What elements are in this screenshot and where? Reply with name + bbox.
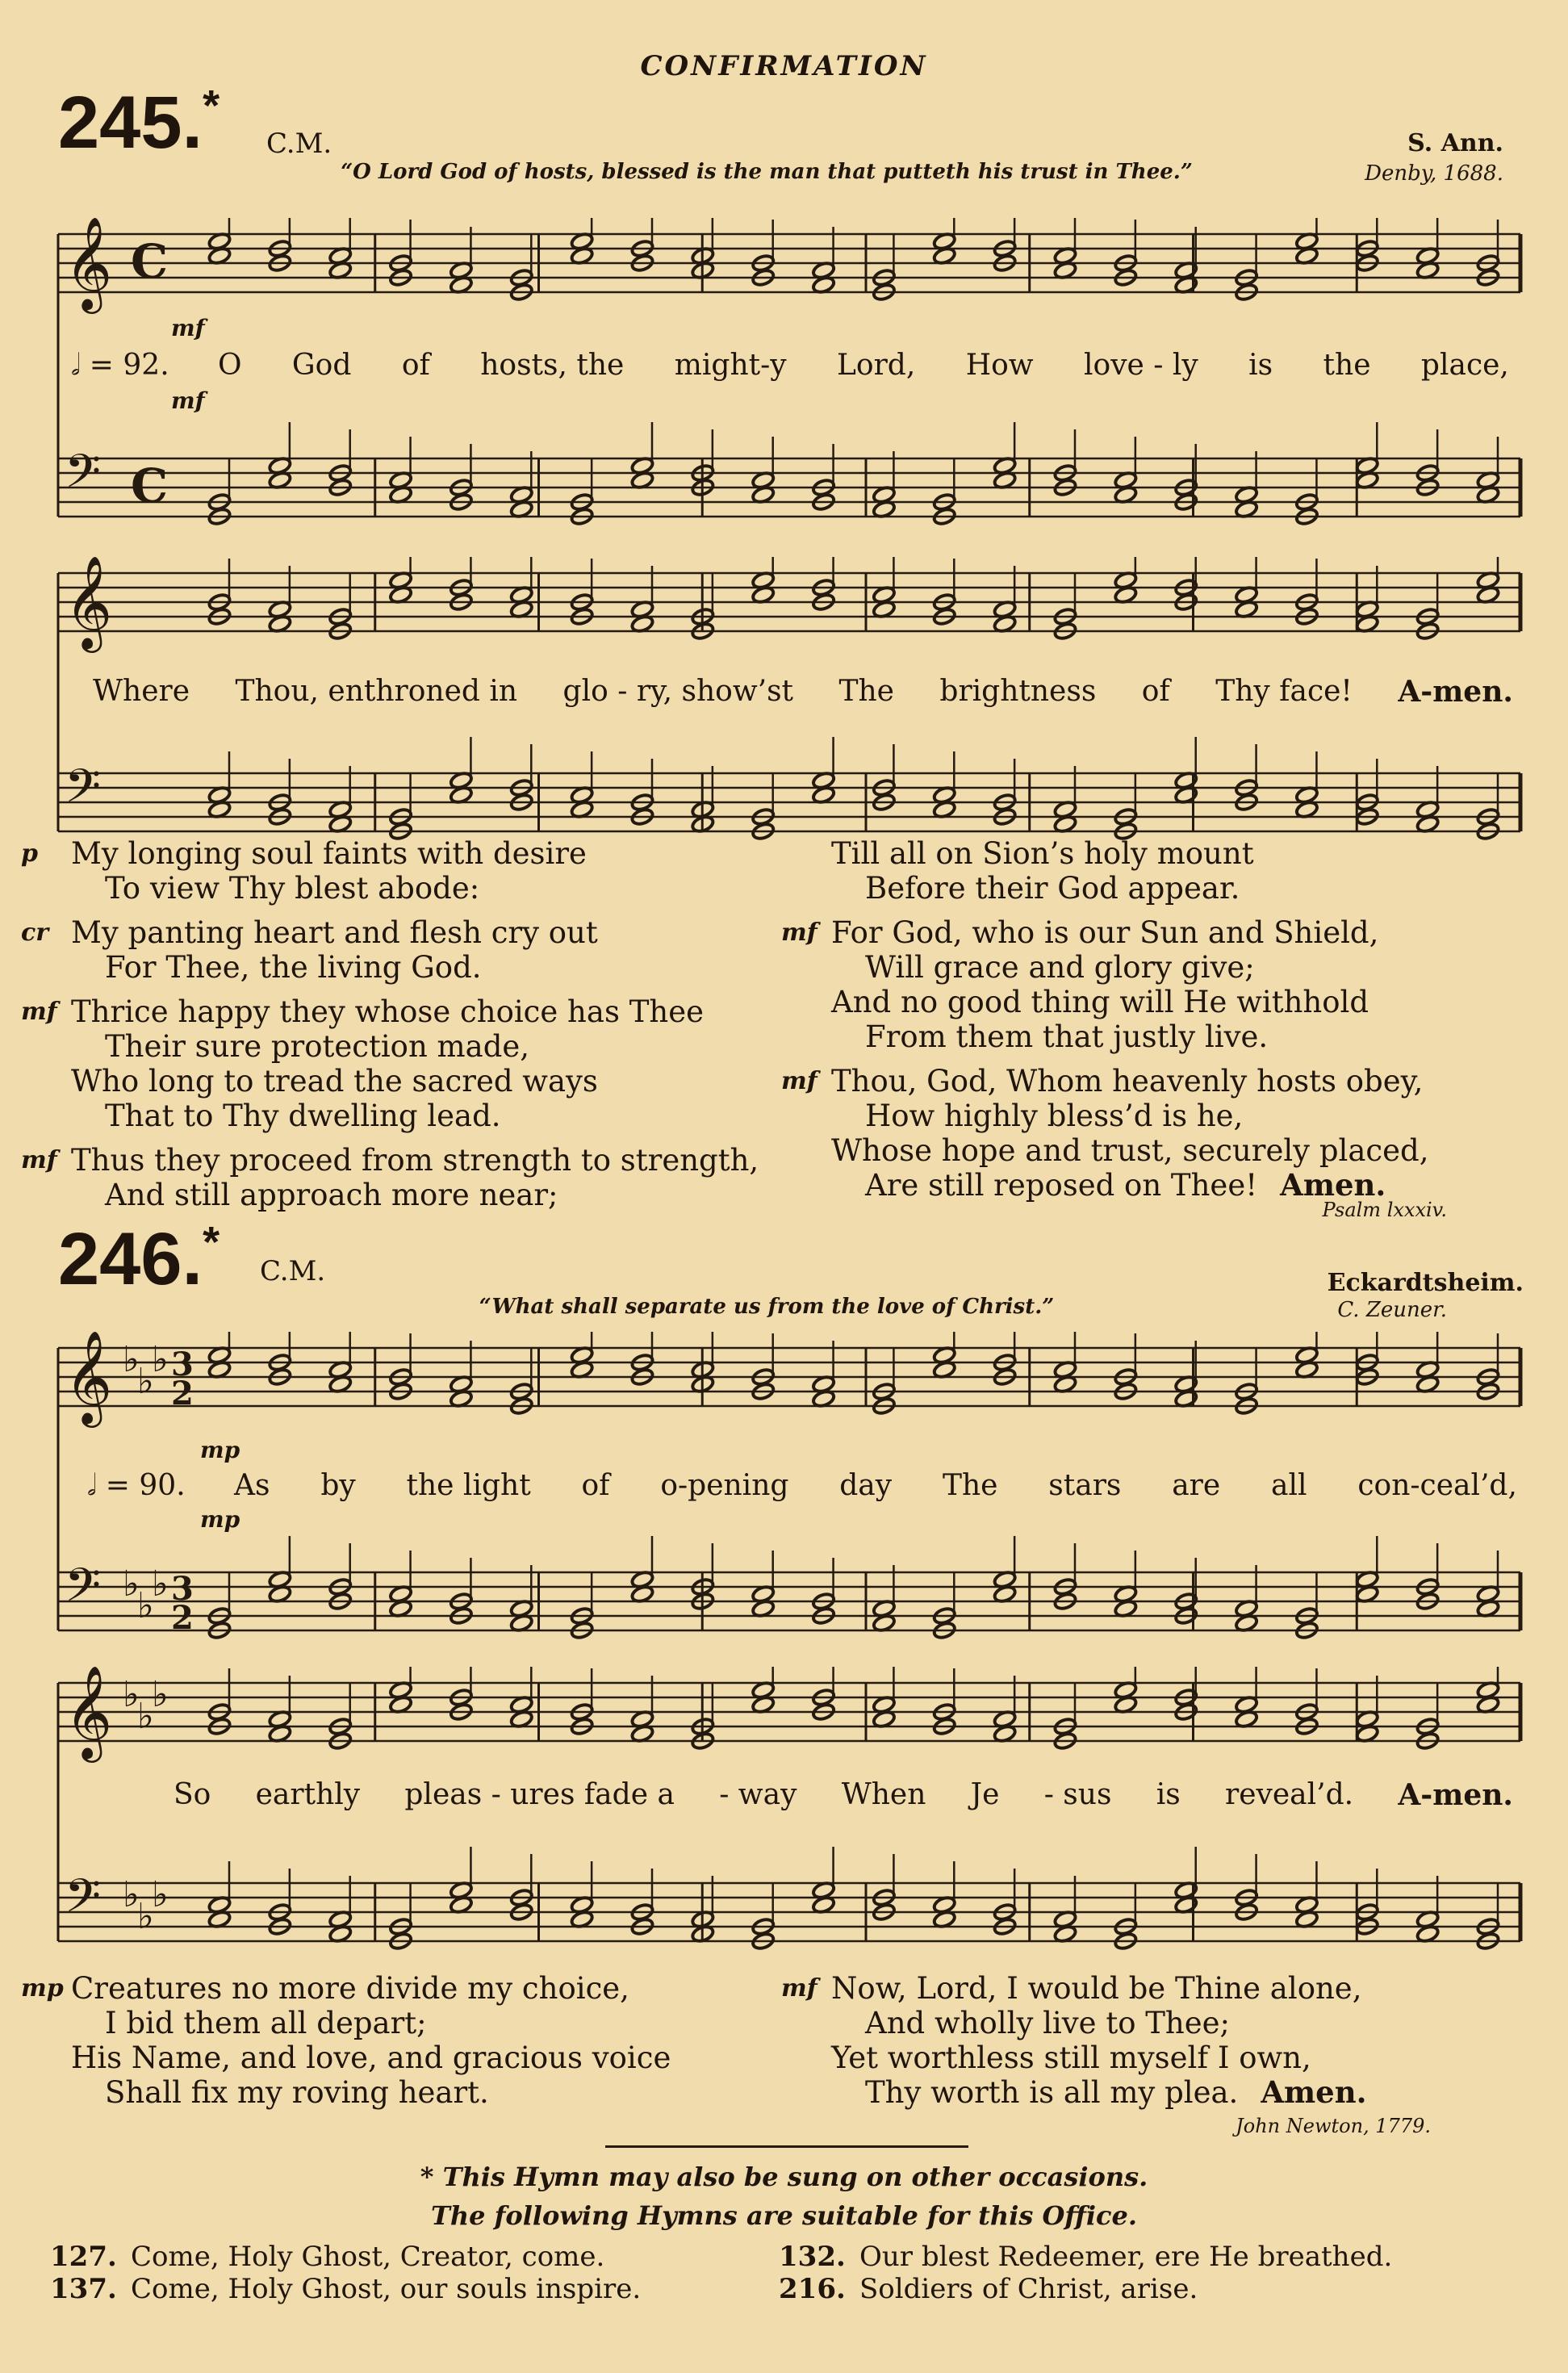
lyric-syllable: pleas - ures fade a — [404, 1778, 675, 1811]
hymn-asterisk: * — [203, 1218, 220, 1266]
tune-name: Eckardtsheim. — [1327, 1269, 1524, 1297]
flat-icon: ♭ — [137, 1584, 154, 1626]
lyric-syllable: When — [841, 1778, 926, 1811]
lyric-syllable: the light — [406, 1469, 531, 1502]
bass-clef-icon: 𝄢 — [65, 1557, 102, 1624]
lyric-syllable: the — [1323, 349, 1371, 382]
treble-clef-icon: 𝄞 — [65, 1667, 113, 1760]
divider — [605, 2145, 968, 2148]
verse-dynamic: mf — [781, 1067, 817, 1095]
verse-line: Till all on Sion’s holy mount — [831, 836, 1254, 871]
time-signature-icon: 3 — [171, 1346, 194, 1384]
lyric-syllable: by — [320, 1469, 356, 1502]
section-title: CONFIRMATION — [640, 50, 928, 82]
lyric-line — [93, 675, 1513, 709]
lyric-syllable: Je — [970, 1778, 1000, 1811]
flat-icon: ♭ — [152, 1338, 169, 1380]
lyric-syllable: o-pening — [660, 1469, 789, 1502]
tune-name: S. Ann. — [1407, 129, 1503, 157]
suitable-list-right — [779, 2241, 1392, 2305]
verse-dynamic: mp — [21, 1974, 64, 2003]
time-signature-icon: 2 — [171, 1599, 194, 1638]
suitable-title: Come, Holy Ghost, Creator, come. — [131, 2241, 605, 2273]
flat-icon: ♭ — [123, 1873, 140, 1915]
verses-left — [21, 836, 759, 1222]
lyric-syllable: love - ly — [1084, 349, 1198, 382]
verse-line: Will grace and glory give; — [865, 950, 1255, 985]
bass-staff — [58, 1536, 1520, 1640]
lyric-syllable: So — [174, 1778, 211, 1811]
suitable-item — [779, 2273, 1392, 2305]
lyric-syllable: - way — [719, 1778, 797, 1811]
verse-line: Who long to tread the sacred ways — [71, 1064, 598, 1099]
verse-line: Their sure protection made, — [105, 1029, 530, 1064]
amen-text: Amen. — [1280, 1167, 1386, 1203]
lyric-syllable: reveal’d. — [1225, 1778, 1354, 1811]
author-credit: John Newton, 1779. — [1236, 2115, 1431, 2137]
verses-left — [21, 1971, 671, 2120]
verse-dynamic: mf — [781, 1974, 817, 2003]
verse-stanza — [781, 1971, 1367, 2110]
lyric-syllable: A-men. — [1398, 675, 1513, 709]
verse-line: For Thee, the living God. — [105, 950, 482, 985]
lyric-syllable: all — [1271, 1469, 1307, 1502]
verse-stanza — [21, 915, 759, 985]
lyric-syllable: glo - ry, show’st — [562, 675, 794, 708]
lyric-syllable: God — [291, 349, 352, 382]
dynamic-marking: mp — [200, 1437, 240, 1463]
verses-right — [781, 1971, 1367, 2120]
lyric-syllable: The — [942, 1469, 998, 1502]
hymn-number — [58, 81, 220, 165]
common-time-icon: C — [131, 458, 169, 513]
lyric-syllable: Thy face! — [1215, 675, 1353, 708]
flat-icon: ♭ — [137, 1695, 154, 1737]
verse-line: And no good thing will He withhold — [831, 985, 1369, 1019]
lyric-syllable: of — [1141, 675, 1170, 708]
verse-line: How highly bless’d is he, — [865, 1099, 1244, 1133]
bass-staff — [58, 422, 1520, 526]
lyric-syllable: Thou, enthroned in — [235, 675, 518, 708]
verse-stanza — [781, 915, 1429, 1054]
treble-clef-icon: 𝄞 — [65, 557, 113, 650]
treble-clef-icon: 𝄞 — [65, 218, 113, 311]
lyric-syllable: is — [1156, 1778, 1181, 1811]
verse-line: I bid them all depart; — [105, 2006, 427, 2040]
verse-stanza — [831, 836, 1429, 906]
lyric-syllable: brightness — [939, 675, 1097, 708]
suitable-number: 132. — [779, 2241, 846, 2273]
time-signature-icon: 3 — [171, 1570, 194, 1609]
tempo-marking: 𝅗𝅥 = 90. — [87, 1469, 186, 1502]
verse-stanza — [21, 994, 759, 1133]
footnote: * This Hymn may also be sung on other occasions. — [420, 2162, 1148, 2192]
verse-line: Thus they proceed from strength to strength, — [71, 1143, 759, 1178]
lyric-line — [174, 1778, 1513, 1812]
suitable-heading: The following Hymns are suitable for this Office. — [431, 2200, 1137, 2231]
verse-dynamic: mf — [781, 919, 817, 947]
time-signature-icon: 2 — [171, 1375, 194, 1413]
verse-line: Are still reposed on Thee! — [865, 1168, 1258, 1203]
verse-line: Before their God appear. — [865, 871, 1240, 906]
verse-dynamic: cr — [21, 919, 49, 947]
treble-staff — [58, 218, 1520, 314]
flat-icon: ♭ — [152, 1673, 169, 1715]
treble-staff — [58, 1667, 1520, 1763]
verse-dynamic: p — [21, 839, 38, 868]
verse-line: From them that justly live. — [865, 1019, 1269, 1054]
lyric-syllable: As — [234, 1469, 270, 1502]
verse-line: Whose hope and trust, securely placed, — [831, 1133, 1429, 1168]
verse-line: Thou, God, Whom heavenly hosts obey, — [831, 1064, 1424, 1099]
bass-clef-icon: 𝄢 — [65, 443, 102, 510]
suitable-number: 216. — [779, 2273, 846, 2305]
lyric-line — [234, 1469, 1517, 1502]
lyric-line — [218, 349, 1509, 382]
flat-icon: ♭ — [123, 1673, 140, 1715]
verse-line: And wholly live to Thee; — [865, 2006, 1231, 2040]
lyric-syllable: of — [401, 349, 430, 382]
treble-staff — [58, 1332, 1520, 1428]
verse-line: Thy worth is all my plea. — [865, 2075, 1239, 2110]
lyric-syllable: is — [1248, 349, 1273, 382]
verse-line: My longing soul faints with desire — [71, 836, 587, 871]
lyric-syllable: Lord, — [837, 349, 916, 382]
dynamic-marking: mf — [171, 387, 205, 414]
hymn-meter: C.M. — [260, 1255, 326, 1287]
hymn-number-text: 245. — [58, 82, 203, 164]
lyric-syllable: might-y — [674, 349, 787, 382]
flat-icon: ♭ — [123, 1563, 140, 1605]
epigraph: “O Lord God of hosts, blessed is the man that putteth his trust in Thee.” — [341, 160, 1193, 184]
lyric-syllable: are — [1172, 1469, 1221, 1502]
composer: Denby, 1688. — [1365, 161, 1503, 186]
epigraph: “What shall separate us from the love of Christ.” — [479, 1295, 1055, 1319]
bass-staff — [58, 737, 1520, 841]
lyric-syllable: earthly — [255, 1778, 361, 1811]
verse-line: My panting heart and flesh cry out — [71, 915, 598, 950]
verse-line: Yet worthless still myself I own, — [831, 2040, 1311, 2075]
hymn-meter: C.M. — [266, 128, 332, 160]
dynamic-marking: mf — [171, 315, 205, 341]
suitable-list-left — [50, 2241, 641, 2305]
verse-stanza — [21, 1971, 671, 2110]
verse-dynamic: mf — [21, 1146, 57, 1174]
suitable-title: Our blest Redeemer, ere He breathed. — [859, 2241, 1393, 2273]
verse-stanza — [781, 1064, 1429, 1203]
composer: C. Zeuner. — [1337, 1298, 1447, 1322]
suitable-item — [779, 2241, 1392, 2273]
flat-icon: ♭ — [137, 1895, 154, 1937]
tempo-marking: 𝅗𝅥 = 92. — [71, 349, 169, 382]
hymn-asterisk: * — [203, 82, 220, 130]
verse-line: Creatures no more divide my choice, — [71, 1971, 629, 2006]
lyric-syllable: con-ceal’d, — [1357, 1469, 1517, 1502]
hymn-number-text: 246. — [58, 1218, 203, 1300]
lyric-syllable: day — [839, 1469, 893, 1502]
amen-text: Amen. — [1261, 2074, 1367, 2110]
lyric-syllable: hosts, the — [480, 349, 625, 382]
treble-clef-icon: 𝄞 — [65, 1332, 113, 1425]
verse-stanza — [21, 836, 759, 906]
flat-icon: ♭ — [152, 1563, 169, 1605]
lyric-syllable: A-men. — [1398, 1778, 1513, 1812]
verse-line: Now, Lord, I would be Thine alone, — [831, 1971, 1362, 2006]
suitable-number: 127. — [50, 2241, 117, 2273]
verse-line: And still approach more near; — [105, 1178, 558, 1212]
bass-clef-icon: 𝄢 — [65, 1868, 102, 1935]
suitable-item — [50, 2241, 641, 2273]
bass-staff — [58, 1847, 1520, 1951]
lyric-syllable: How — [965, 349, 1034, 382]
scripture-source: Psalm lxxxiv. — [1322, 1199, 1447, 1221]
verse-line: That to Thy dwelling lead. — [105, 1099, 501, 1133]
verse-line: His Name, and love, and gracious voice — [71, 2040, 671, 2075]
verse-line: Shall fix my roving heart. — [105, 2075, 489, 2110]
verse-dynamic: mf — [21, 998, 57, 1026]
lyric-syllable: - sus — [1043, 1778, 1112, 1811]
verse-line: Thrice happy they whose choice has Thee — [71, 994, 704, 1029]
bass-clef-icon: 𝄢 — [65, 758, 102, 825]
flat-icon: ♭ — [152, 1873, 169, 1915]
lyric-syllable: of — [581, 1469, 610, 1502]
music-system — [55, 1667, 1525, 1957]
suitable-number: 137. — [50, 2273, 117, 2305]
verse-line: For God, who is our Sun and Shield, — [831, 915, 1379, 950]
lyric-syllable: stars — [1048, 1469, 1122, 1502]
suitable-title: Come, Holy Ghost, our souls inspire. — [131, 2273, 642, 2305]
verses-right — [781, 836, 1429, 1212]
lyric-syllable: O — [218, 349, 242, 382]
lyric-syllable: Where — [93, 675, 190, 708]
lyric-syllable: The — [838, 675, 894, 708]
hymn-number — [58, 1217, 220, 1302]
verse-stanza — [21, 1143, 759, 1212]
common-time-icon: C — [131, 234, 169, 289]
treble-staff — [58, 557, 1520, 653]
lyric-syllable: place, — [1420, 349, 1509, 382]
flat-icon: ♭ — [137, 1360, 154, 1402]
suitable-item — [50, 2273, 641, 2305]
dynamic-marking: mp — [200, 1506, 240, 1533]
suitable-title: Soldiers of Christ, arise. — [859, 2273, 1198, 2305]
flat-icon: ♭ — [123, 1338, 140, 1380]
verse-line: To view Thy blest abode: — [105, 871, 480, 906]
